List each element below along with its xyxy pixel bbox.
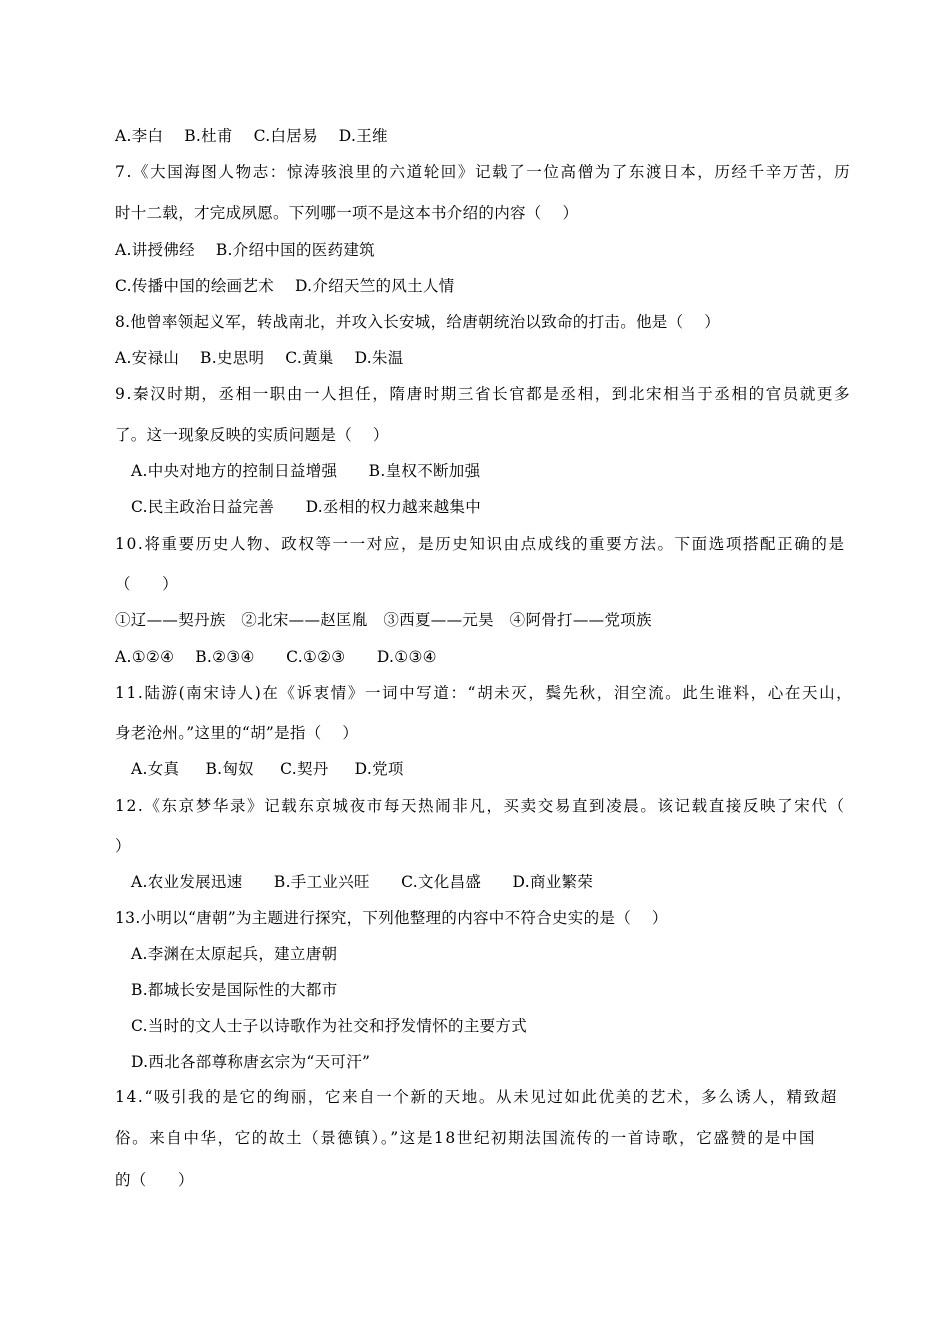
q13-option-d: D.西北各部尊称唐玄宗为“天可汗” bbox=[131, 1053, 371, 1071]
q8-stem: 8.他曾率领起义军，转战南北，并攻入长安城，给唐朝统治以致命的打击。他是（ ） bbox=[115, 313, 721, 331]
q13-stem: 13.小明以“唐朝”为主题进行探究，下列他整理的内容中不符合史实的是（ ） bbox=[115, 909, 668, 927]
q9-stem-line2: 了。这一现象反映的实质问题是（ ） bbox=[115, 426, 389, 444]
q9-options-cd: C.民主政治日益完善 D.丞相的权力越来越集中 bbox=[131, 498, 481, 516]
q10-stem-line2: （ ） bbox=[115, 575, 178, 593]
q7-stem-line1: 7.《大国海图人物志：惊涛骇浪里的六道轮回》记载了一位高僧为了东渡日本，历经千辛万苦，历 bbox=[115, 163, 852, 181]
q13-option-a: A.李渊在太原起兵，建立唐朝 bbox=[131, 945, 338, 963]
q10-items: ①辽——契丹族 ②北宋——赵匡胤 ③西夏——元昊 ④阿骨打——党项族 bbox=[115, 611, 652, 629]
q14-stem-line2: 俗。来自中华，它的故土（景德镇）。”这是18世纪初期法国流传的一首诗歌，它盛赞的是中国 bbox=[115, 1129, 816, 1147]
q10-options: A.①②④ B.②③④ C.①②③ D.①③④ bbox=[115, 648, 437, 666]
q14-stem-line3: 的（ ） bbox=[115, 1171, 194, 1189]
q9-options-ab: A.中央对地方的控制日益增强 B.皇权不断加强 bbox=[131, 462, 481, 480]
q8-options: A.安禄山 B.史思明 C.黄巢 D.朱温 bbox=[115, 349, 404, 367]
q14-stem-line1: 14.“吸引我的是它的绚丽，它来自一个新的天地。从未见过如此优美的艺术，多么诱人，精致超 bbox=[115, 1088, 838, 1106]
q9-stem-line1: 9.秦汉时期，丞相一职由一人担任，隋唐时期三省长官都是丞相，到北宋相当于丞相的官员就更多 bbox=[115, 385, 852, 403]
q13-option-c: C.当时的文人士子以诗歌作为社交和抒发情怀的主要方式 bbox=[131, 1017, 528, 1035]
q10-stem-line1: 10.将重要历史人物、政权等一一对应，是历史知识由点成线的重要方法。下面选项搭配正确的是 bbox=[115, 535, 846, 553]
q7-stem-line2: 时十二载，才完成夙愿。下列哪一项不是这本书介绍的内容（ ） bbox=[115, 204, 579, 222]
q7-options-cd: C.传播中国的绘画艺术 D.介绍天竺的风土人情 bbox=[115, 277, 455, 295]
q12-stem-line1: 12.《东京梦华录》记载东京城夜市每天热闹非凡，买卖交易直到凌晨。该记载直接反映了宋代（ bbox=[115, 797, 846, 815]
q6-options: A.李白 B.杜甫 C.白居易 D.王维 bbox=[115, 127, 388, 145]
q12-options: A.农业发展迅速 B.手工业兴旺 C.文化昌盛 D.商业繁荣 bbox=[131, 873, 594, 891]
q7-options-ab: A.讲授佛经 B.介绍中国的医药建筑 bbox=[115, 241, 375, 259]
q12-stem-line2: ） bbox=[115, 837, 131, 855]
q13-option-b: B.都城长安是国际性的大都市 bbox=[131, 981, 338, 999]
q11-stem-line1: 11.陆游(南宋诗人)在《诉衷情》一词中写道：“胡未灭，鬓先秋，泪空流。此生谁料，心在天山， bbox=[115, 684, 854, 702]
q11-options: A.女真 B.匈奴 C.契丹 D.党项 bbox=[131, 760, 404, 778]
q11-stem-line2: 身老沧州。”这里的“胡”是指（ ） bbox=[115, 724, 359, 742]
